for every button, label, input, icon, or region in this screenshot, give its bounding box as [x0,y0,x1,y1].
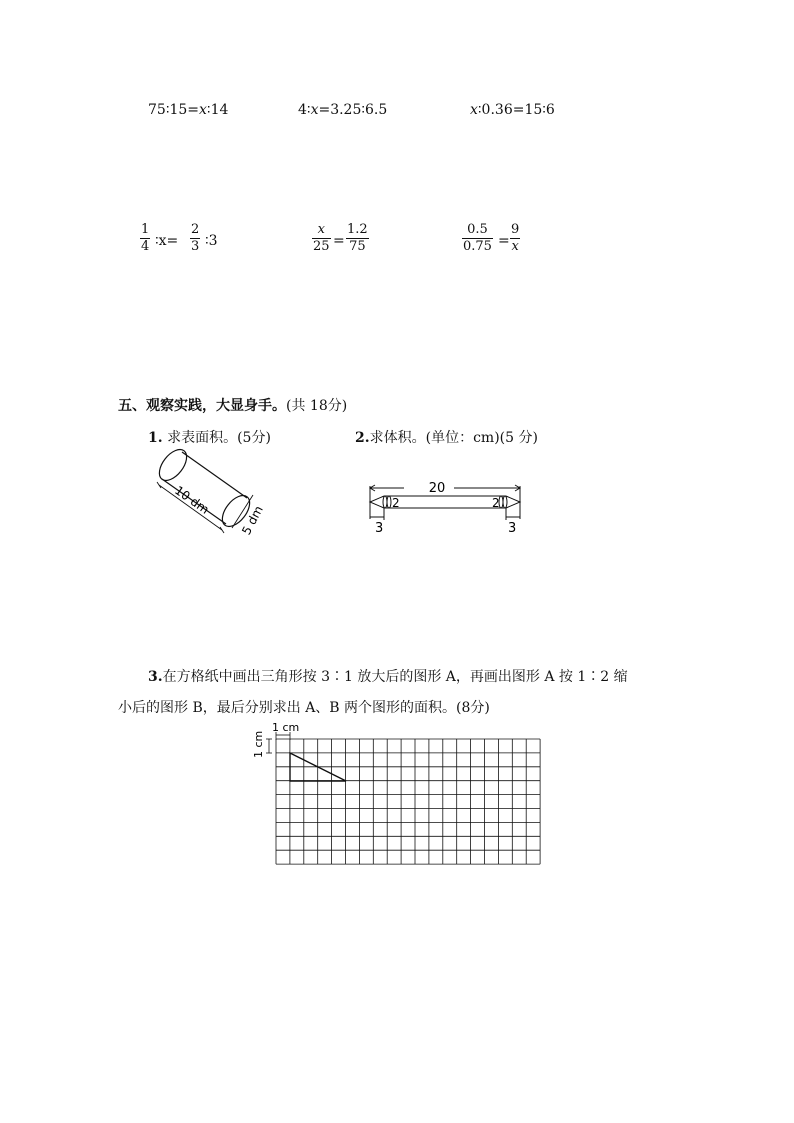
equation-1 [148,102,228,118]
eq-text: ∶14 [206,102,229,118]
left-cone-label: 3 [375,521,384,536]
diameter-label: 5 dm [239,503,266,538]
fraction [462,222,493,255]
numerator: 1.2 [347,222,368,237]
eq-text: ∶x= [155,233,179,249]
denominator: 25 [313,239,330,254]
question-text: 求体积。(单位：cm)(5 分) [369,430,538,446]
denominator: x [511,239,519,254]
section-score: (共 18分) [286,398,348,414]
grid-lines [276,739,540,864]
question-text: 小后的图形 B，最后分别求出 A、B 两个图形的面积。(8分) [118,700,490,716]
fraction [312,222,331,255]
question-number: 3. [148,669,163,685]
cylinder-figure [150,445,280,540]
eq-var: x [310,102,319,118]
left-cylinder-end [383,496,387,508]
eq-var: x [470,102,478,118]
question-number: 1. [148,430,163,446]
section-title: 五、观察实践，大显身手。 [118,398,286,414]
denominator: 75 [349,239,366,254]
eq-text: 75∶15= [148,102,200,118]
question-1 [148,427,271,447]
unit-label-h: 1 cm [272,721,300,734]
eq-text: ∶0.36=15∶6 [477,102,555,118]
length-tick [157,482,161,488]
right-cone-label: 3 [508,521,517,536]
equation-2 [298,102,387,118]
eq-text: = [498,233,510,249]
numerator: x [312,222,331,239]
left-cone [370,496,384,508]
denominator: 4 [141,239,150,254]
right-cone [506,496,520,508]
right-cylinder-end [503,496,507,508]
right-cylinder-label: 2 [492,496,500,510]
eq-text: 4∶ [298,102,311,118]
eq-text: ∶3 [205,233,218,249]
unit-label-v: 1 cm [252,730,265,758]
left-cylinder-end [387,496,391,508]
length-tick [220,527,224,533]
cylinder-top-ellipse [154,445,192,485]
question-3-line-1 [148,666,628,686]
denominator: 3 [191,239,200,254]
question-number: 2. [355,430,370,446]
length-label: 10 dm [172,483,212,517]
denominator: 0.75 [463,239,492,254]
numerator: 9 [511,222,520,237]
fraction [140,222,150,255]
equation-3 [470,102,555,118]
eq-text: = [333,233,345,249]
eq-var: x [199,102,207,118]
pencil-solid-figure [362,476,530,536]
question-text: 在方格纸中画出三角形按 3∶1 放大后的图形 A，再画出图形 A 按 1∶2 缩 [162,669,628,685]
left-cylinder-label: 2 [392,496,400,510]
fraction [510,222,520,255]
question-text: 求表面积。(5分) [167,430,271,446]
numerator: 2 [191,222,200,237]
grid-figure [250,720,542,868]
fraction [190,222,200,255]
question-3-line-2 [118,697,490,717]
eq-text: =3.25∶6.5 [318,102,388,118]
total-length-label: 20 [428,481,446,496]
numerator: 1 [141,222,150,237]
section-heading [118,395,347,415]
numerator: 0.5 [462,222,493,239]
fraction [346,222,369,255]
question-2 [355,427,538,447]
